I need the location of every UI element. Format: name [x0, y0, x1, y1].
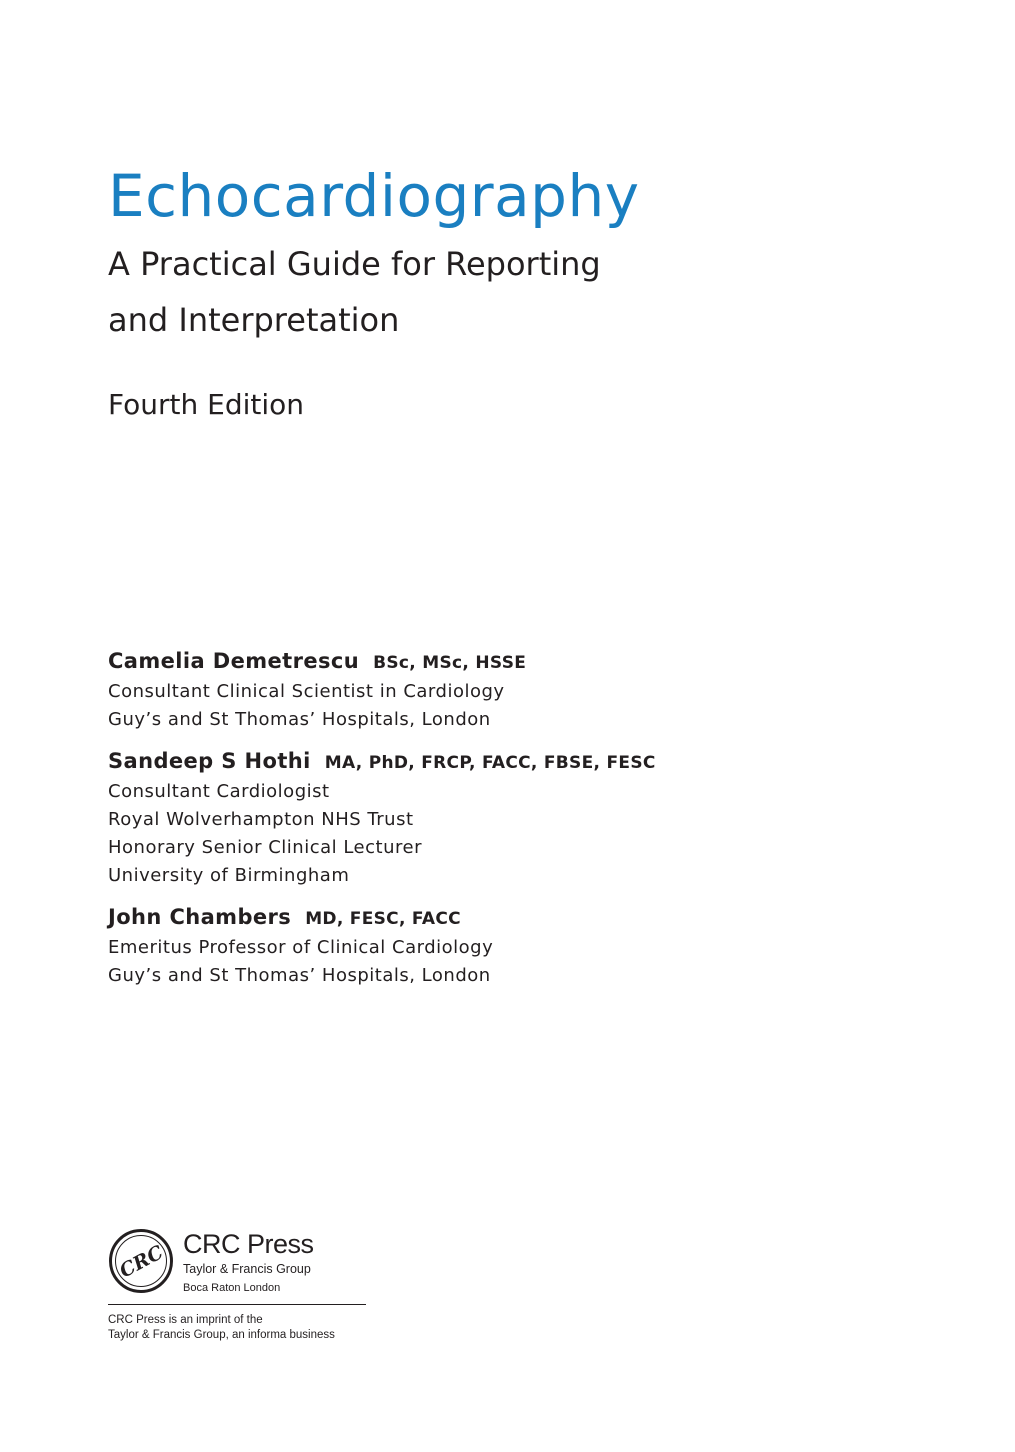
author-qualifications: MD, FESC, FACC: [305, 909, 461, 929]
author-qualifications: BSc, MSc, HSSE: [373, 653, 527, 673]
author-affiliation: Emeritus Professor of Clinical Cardiology: [108, 937, 494, 958]
book-title: Echocardiography: [108, 162, 640, 230]
author-heading: [108, 902, 908, 934]
publisher-name: CRC Press: [183, 1229, 314, 1259]
author-entry: [108, 646, 908, 734]
author-affiliation: Royal Wolverhampton NHS Trust: [108, 809, 414, 830]
author-name: John Chambers: [108, 905, 292, 929]
author-affiliation: Guy’s and St Thomas’ Hospitals, London: [108, 965, 491, 986]
publisher-imprint: [108, 1313, 378, 1343]
crc-seal-text: CRC: [115, 1241, 167, 1283]
author-list: [108, 646, 908, 1002]
author-heading: [108, 646, 908, 678]
author-affiliation: Guy’s and St Thomas’ Hospitals, London: [108, 709, 491, 730]
subtitle-line-1: A Practical Guide for Reporting: [108, 245, 601, 283]
publisher-group: Taylor & Francis Group: [183, 1262, 311, 1276]
author-entry: [108, 902, 908, 990]
author-entry: [108, 746, 908, 890]
edition-label: Fourth Edition: [108, 388, 304, 421]
book-subtitle: [108, 236, 601, 348]
crc-seal-icon: [108, 1228, 174, 1294]
publisher-block: [108, 1226, 378, 1343]
publisher-divider: [108, 1304, 366, 1305]
author-affiliation: Consultant Clinical Scientist in Cardiology: [108, 681, 505, 702]
publisher-location: Boca Raton London: [183, 1282, 281, 1294]
author-affiliation: Honorary Senior Clinical Lecturer: [108, 837, 422, 858]
author-name: Sandeep S Hothi: [108, 749, 311, 773]
imprint-line-1: CRC Press is an imprint of the: [108, 1314, 263, 1326]
publisher-logo: [108, 1226, 378, 1302]
author-affiliation: University of Birmingham: [108, 865, 350, 886]
author-qualifications: MA, PhD, FRCP, FACC, FBSE, FESC: [324, 753, 656, 773]
author-affiliation: Consultant Cardiologist: [108, 781, 330, 802]
imprint-line-2: Taylor & Francis Group, an informa business: [108, 1329, 335, 1341]
subtitle-line-2: and Interpretation: [108, 301, 400, 339]
author-heading: [108, 746, 908, 778]
author-name: Camelia Demetrescu: [108, 649, 360, 673]
